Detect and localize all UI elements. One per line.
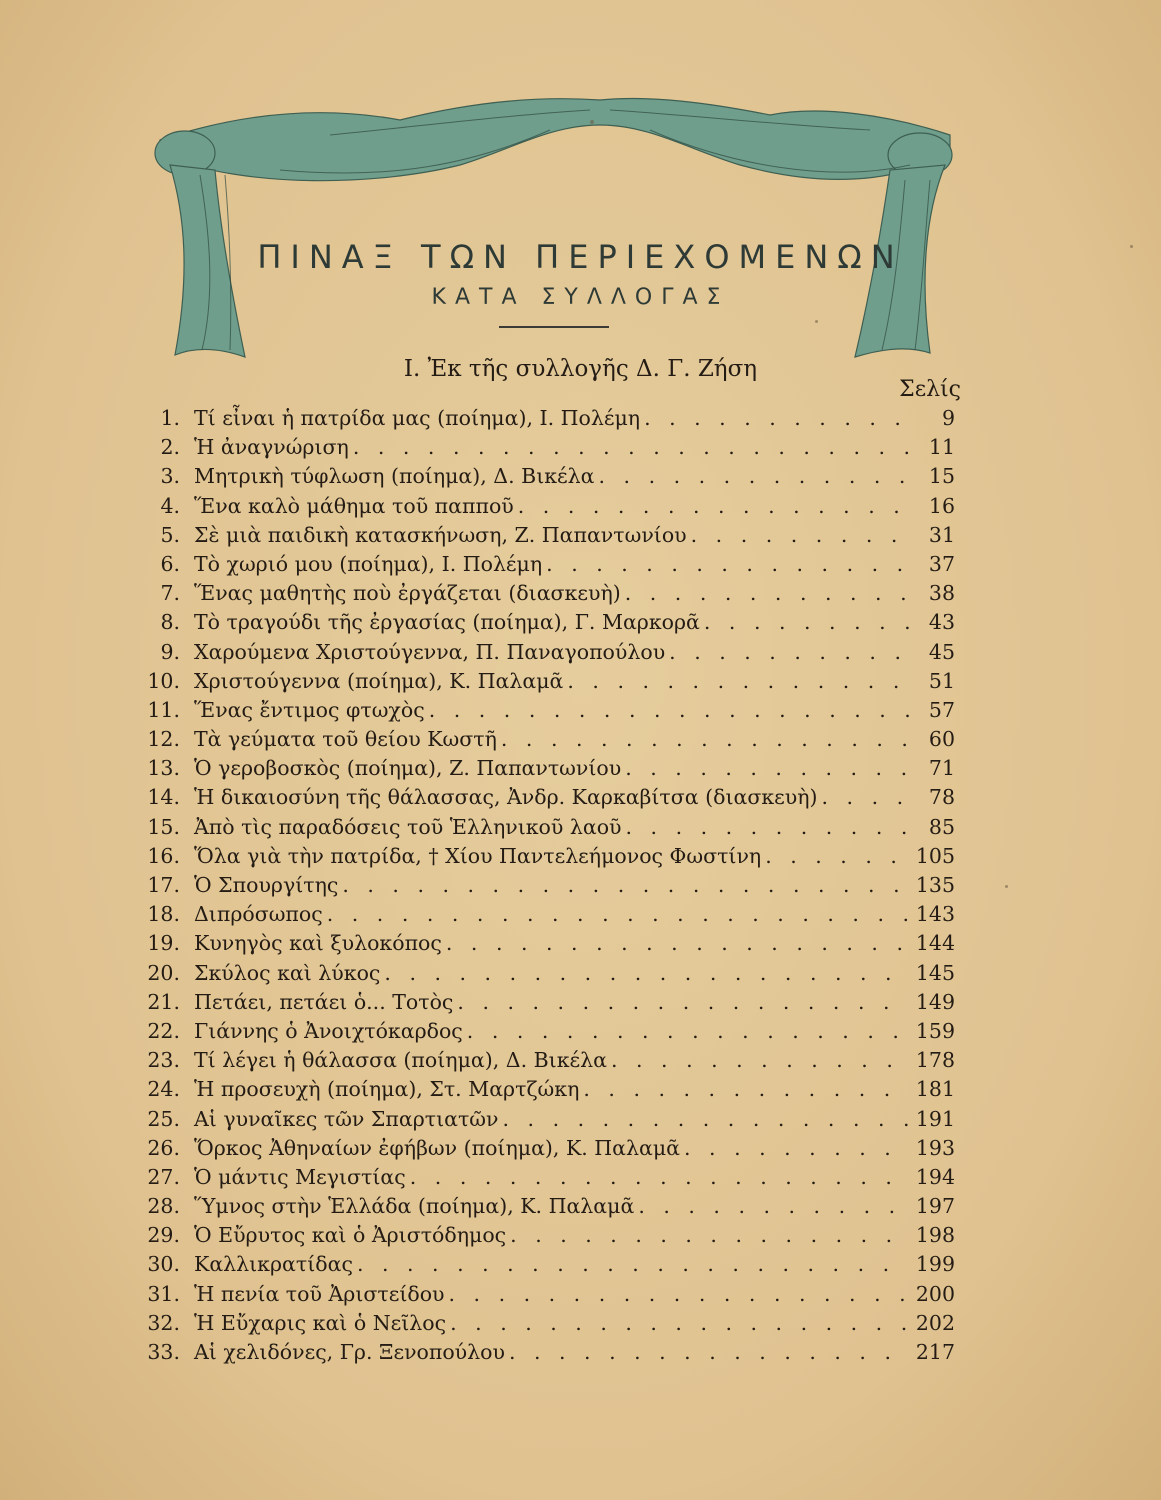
toc-entry <box>120 959 955 988</box>
toc-entry <box>120 988 955 1017</box>
entry-page: 71 <box>928 756 955 781</box>
entry-number: 26. <box>147 1135 180 1160</box>
entry-page: 38 <box>928 581 955 606</box>
dot-leader <box>634 1192 909 1221</box>
entry-page: 51 <box>928 668 955 693</box>
toc-entry <box>120 900 955 929</box>
paper-speck <box>1005 885 1008 888</box>
entry-number: 1. <box>160 406 180 430</box>
entry-number: 18. <box>147 902 180 927</box>
toc-entry <box>120 929 955 958</box>
dot-leader <box>542 550 909 579</box>
toc-entry <box>120 1017 955 1046</box>
paper-speck <box>1130 245 1133 248</box>
dot-leader <box>497 725 909 754</box>
toc-entry <box>120 667 955 696</box>
entry-page: 85 <box>928 814 955 839</box>
toc-entry <box>120 492 955 521</box>
toc-entry <box>120 725 955 754</box>
divider <box>499 326 609 328</box>
dot-leader <box>506 1221 909 1250</box>
entry-number: 25. <box>147 1106 180 1131</box>
toc-entry <box>120 1163 955 1192</box>
entry-page: 11 <box>928 435 955 460</box>
entry-number: 12. <box>147 727 180 752</box>
entry-page: 145 <box>915 960 955 985</box>
entry-number: 23. <box>147 1048 180 1073</box>
toc-entry <box>120 521 955 550</box>
entry-title: Ἀπὸ τὶς παραδόσεις τοῦ Ἑλληνικοῦ λαοῦ <box>194 814 622 839</box>
entry-title: Τὸ χωριό μου (ποίημα), Ι. Πολέμη <box>194 551 543 576</box>
dot-leader <box>380 959 909 988</box>
dot-leader <box>453 988 909 1017</box>
entry-number: 28. <box>147 1194 180 1219</box>
entry-title: Τί λέγει ἡ θάλασσα (ποίημα), Δ. Βικέλα <box>194 1048 607 1073</box>
entry-number: 29. <box>147 1223 180 1248</box>
entry-title: Χριστούγεννα (ποίημα), Κ. Παλαμᾶ <box>194 668 564 693</box>
entry-title: Ὅλα γιὰ τὴν πατρίδα, † Χίου Παντελεήμονος Φωστίνη <box>194 843 762 868</box>
entry-number: 13. <box>147 756 180 781</box>
dot-leader <box>442 929 909 958</box>
entry-page: 202 <box>915 1310 955 1335</box>
toc-entry <box>120 1134 955 1163</box>
entry-title: Ὁ γεροβοσκὸς (ποίημα), Ζ. Παπαντωνίου <box>194 756 622 781</box>
toc-entry <box>120 1046 955 1075</box>
entry-page: 200 <box>915 1281 955 1306</box>
entry-page: 197 <box>915 1194 955 1219</box>
toc-entry <box>120 842 955 871</box>
entry-title: Αἱ χελιδόνες, Γρ. Ξενοπούλου <box>194 1340 505 1364</box>
toc-entry <box>120 696 955 725</box>
entry-title: Διπρόσωπος <box>194 902 323 927</box>
entry-page: 191 <box>915 1106 955 1131</box>
entry-page: 149 <box>915 989 955 1014</box>
entry-number: 16. <box>147 843 180 868</box>
entry-title: Μητρικὴ τύφλωση (ποίημα), Δ. Βικέλα <box>194 464 595 489</box>
entry-page: 37 <box>928 551 955 576</box>
toc-entry <box>120 1338 955 1367</box>
toc-entry <box>120 813 955 842</box>
entry-title: Ἕνας ἔντιμος φτωχὸς <box>194 697 425 722</box>
toc-entry <box>120 433 955 462</box>
entry-page: 43 <box>928 610 955 635</box>
entry-page: 15 <box>928 464 955 489</box>
toc-entry <box>120 1105 955 1134</box>
entry-number: 22. <box>147 1018 180 1043</box>
entry-number: 10. <box>147 668 180 693</box>
dot-leader <box>338 871 909 900</box>
dot-leader <box>595 462 909 491</box>
dot-leader <box>680 1134 909 1163</box>
dot-leader <box>621 754 909 783</box>
entry-page: 16 <box>928 493 955 518</box>
entry-number: 3. <box>160 464 180 489</box>
toc-entry <box>120 1221 955 1250</box>
entry-page: 159 <box>915 1018 955 1043</box>
dot-leader <box>445 1280 909 1309</box>
page-column-label: Σελίς <box>899 377 961 402</box>
toc-entry <box>120 1075 955 1104</box>
entry-number: 31. <box>147 1281 180 1306</box>
entry-title: Ὅρκος Ἀθηναίων ἐφήβων (ποίημα), Κ. Παλαμᾶ <box>194 1135 681 1160</box>
entry-number: 6. <box>160 551 180 576</box>
entry-page: 57 <box>928 697 955 722</box>
section-heading: I. Ἐκ τῆς συλλογῆς Δ. Γ. Ζήση <box>403 356 758 382</box>
dot-leader <box>622 813 909 842</box>
entry-title: Ἕνα καλὸ μάθημα τοῦ παπποῦ <box>194 493 514 518</box>
dot-leader <box>463 1017 909 1046</box>
entry-page: 105 <box>915 843 955 868</box>
entry-title: Καλλικρατίδας <box>194 1252 353 1277</box>
entry-number: 9. <box>160 639 180 664</box>
entry-number: 7. <box>160 581 180 606</box>
dot-leader <box>323 900 909 929</box>
entry-number: 8. <box>160 610 180 635</box>
entry-number: 24. <box>147 1077 180 1102</box>
entry-title: Ἡ Εὔχαρις καὶ ὁ Νεῖλος <box>194 1310 447 1335</box>
page-title: ΠΙΝΑΞ ΤΩΝ ΠΕΡΙΕΧΟΜΕΝΩΝ <box>257 238 904 276</box>
entry-title: Πετάει, πετάει ὁ... Τοτὸς <box>194 989 454 1014</box>
dot-leader <box>514 492 909 521</box>
entry-title: Τὰ γεύματα τοῦ θείου Κωστῆ <box>194 727 497 752</box>
entry-title: Ἕνας μαθητὴς ποὺ ἐργάζεται (διασκευὴ) <box>194 581 621 606</box>
entry-title: Ἡ πενία τοῦ Ἀριστείδου <box>194 1281 445 1306</box>
entry-title: Ἡ προσευχὴ (ποίημα), Στ. Μαρτζώκη <box>194 1077 580 1102</box>
entry-page: 60 <box>928 727 955 752</box>
entry-page: 45 <box>928 639 955 664</box>
paper-speck <box>815 320 818 323</box>
entry-title: Τὸ τραγούδι τῆς ἐργασίας (ποίημα), Γ. Μαρκορᾶ <box>194 610 700 635</box>
toc-entry <box>120 754 955 783</box>
entry-page: 78 <box>928 785 955 810</box>
dot-leader <box>700 608 909 637</box>
entry-number: 5. <box>160 522 180 547</box>
dot-leader <box>607 1046 909 1075</box>
toc-entry <box>120 1280 955 1309</box>
entry-title: Τί εἶναι ἡ πατρίδα μας (ποίημα), Ι. Πολέμη <box>194 406 641 430</box>
dot-leader <box>499 1105 910 1134</box>
entry-number: 14. <box>147 785 180 810</box>
entry-page: 9 <box>941 406 955 430</box>
dot-leader <box>687 521 909 550</box>
entry-number: 32. <box>147 1310 180 1335</box>
toc-entry <box>120 783 955 812</box>
entry-page: 178 <box>915 1048 955 1073</box>
entry-page: 194 <box>915 1164 955 1189</box>
entry-title: Ἡ δικαιοσύνη τῆς θάλασσας, Ἀνδρ. Καρκαβίτσα (διασκευὴ) <box>194 785 818 810</box>
toc-entry <box>120 1250 955 1279</box>
dot-leader <box>349 433 909 462</box>
toc-entry <box>120 871 955 900</box>
dot-leader <box>505 1338 909 1367</box>
entry-page: 143 <box>915 902 955 927</box>
toc-entry <box>120 550 955 579</box>
entry-title: Κυνηγὸς καὶ ξυλοκόπος <box>194 931 442 956</box>
entry-number: 19. <box>147 931 180 956</box>
entry-title: Αἱ γυναῖκες τῶν Σπαρτιατῶν <box>194 1106 499 1131</box>
entry-number: 15. <box>147 814 180 839</box>
dot-leader <box>579 1075 909 1104</box>
dot-leader <box>446 1309 909 1338</box>
entry-title: Γιάννης ὁ Ἀνοιχτόκαρδος <box>194 1018 463 1043</box>
dot-leader <box>563 667 909 696</box>
dot-leader <box>621 579 909 608</box>
entry-title: Ὁ Εὔρυτος καὶ ὁ Ἀριστόδημος <box>194 1223 507 1248</box>
toc-entry <box>120 1192 955 1221</box>
entry-title: Χαρούμενα Χριστούγεννα, Π. Παναγοπούλου <box>194 639 666 664</box>
dot-leader <box>425 696 909 725</box>
entry-page: 198 <box>915 1223 955 1248</box>
entry-title: Σκύλος καὶ λύκος <box>194 960 381 985</box>
dot-leader <box>761 842 909 871</box>
dot-leader <box>640 404 909 433</box>
entry-title: Ἡ ἀναγνώριση <box>194 435 349 460</box>
page-subtitle: ΚΑΤΑ ΣΥΛΛΟΓΑΣ <box>431 285 730 310</box>
entry-page: 217 <box>915 1340 955 1364</box>
dot-leader <box>353 1250 909 1279</box>
entry-title: Σὲ μιὰ παιδικὴ κατασκήνωση, Ζ. Παπαντωνίου <box>194 522 687 547</box>
entry-number: 33. <box>147 1340 180 1364</box>
toc-entry <box>120 638 955 667</box>
dot-leader <box>406 1163 909 1192</box>
entry-page: 135 <box>915 873 955 897</box>
dot-leader <box>818 783 909 812</box>
entry-title: Ὕμνος στὴν Ἑλλάδα (ποίημα), Κ. Παλαμᾶ <box>194 1194 635 1219</box>
entry-page: 144 <box>915 931 955 956</box>
entry-number: 4. <box>160 493 180 518</box>
entry-number: 20. <box>147 960 180 985</box>
entry-number: 17. <box>147 873 180 897</box>
entry-number: 2. <box>160 435 180 460</box>
toc-entry <box>120 404 955 433</box>
table-of-contents <box>120 404 955 1367</box>
entry-number: 30. <box>147 1252 180 1277</box>
entry-title: Ὁ μάντις Μεγιστίας <box>194 1164 406 1189</box>
entry-number: 27. <box>147 1164 180 1189</box>
toc-entry <box>120 1309 955 1338</box>
toc-entry <box>120 608 955 637</box>
toc-entry <box>120 579 955 608</box>
toc-entry <box>120 462 955 491</box>
entry-page: 31 <box>928 522 955 547</box>
entry-page: 193 <box>915 1135 955 1160</box>
entry-page: 181 <box>915 1077 955 1102</box>
entry-number: 21. <box>147 989 180 1014</box>
entry-number: 11. <box>147 697 180 722</box>
entry-title: Ὁ Σπουργίτης <box>194 873 339 897</box>
dot-leader <box>665 638 909 667</box>
paper-speck <box>590 120 594 124</box>
entry-page: 199 <box>915 1252 955 1277</box>
